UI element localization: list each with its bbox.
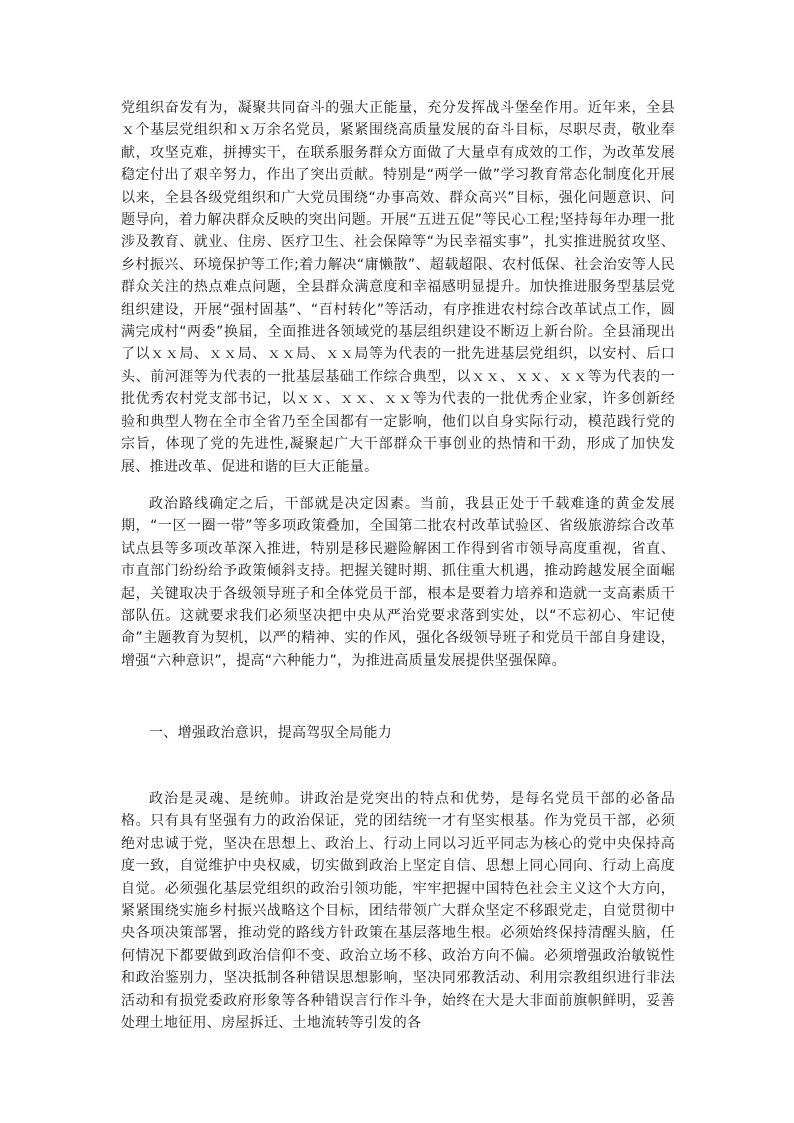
body-paragraph: 政治是灵魂、是统帅。讲政治是党突出的特点和优势，是每名党员干部的必备品格。只有具有坚强有力的政治保证，党的团结统一才有坚实根基。作为党员干部，必须绝对忠诚于党，坚决在思想上、政治上、行动上同以习近平同志为核心的党中央保持高度一致，自觉维护中央权威，切实做到政治上坚定自信、思想上同心同向、行动上高度自觉。必须强化基层党组织的政治引领功能，牢牢把握中国特色社会主义这个大方向，紧紧围绕实施乡村振兴战略这个目标，团结带领广大群众坚定不移跟党走，自觉贯彻中央各项决策部署，推动党的路线方针政策在基层落地生根。必须始终保持清醒头脑，任何情况下都要做到政治信仰不变、政治立场不移、政治方向不偏。必须增强政治敏锐性和政治鉴别力，坚决抵制各种错误思想影响，坚决同邪教活动、利用宗教组织进行非法活动和有损党委政府形象等各种错误言行作斗争，始终在大是大非面前旗帜鲜明，妥善处理土地征用、房屋拆迁、土地流转等引发的各 [121, 791, 675, 1032]
body-paragraph: 政治路线确定之后，干部就是决定因素。当前，我县正处于千载难逢的黄金发展期，“一区一圈一带”等多项政策叠加，全国第二批农村改革试验区、省级旅游综合改革试点县等多项改革深入推进，特别是移民避险解困工作得到省市领导高度重视，省直、市直部门纷纷给予政策倾斜支持。把握关键时期、抓住重大机遇，推动跨越发展全面崛起，关键取决于各级领导班子和全体党员干部，根本是要着力培养和造就一支高素质干部队伍。这就要求我们必须坚决把中央从严治党要求落到实处，以“不忘初心、牢记使命”主题教育为契机，以严的精神、实的作风，强化各级领导班子和党员干部自身建设，增强“六种意识”，提高“六种能力”，为推进高质量发展提供坚强保障。 [121, 496, 675, 669]
section-heading: 一、增强政治意识，提高驾驭全局能力 [149, 725, 393, 741]
body-paragraph: 党组织奋发有为，凝聚共同奋斗的强大正能量，充分发挥战斗堡垒作用。近年来，全县ｘ个基层党组织和ｘ万余名党员，紧紧围绕高质量发展的奋斗目标，尽职尽责，敬业奉献，攻坚克难，拼搏实干，在联系服务群众方面做了大量卓有成效的工作，为改革发展稳定付出了艰辛努力，作出了突出贡献。特别是“两学一做”学习教育常态化制度化开展以来，全县各级党组织和广大党员围绕“办事高效、群众高兴”目标，强化问题意识、问题导向，着力解决群众反映的突出问题。开展“五进五促”等民心工程;坚持每年办理一批涉及教育、就业、住房、医疗卫生、社会保障等“为民幸福实事”，扎实推进脱贫攻坚、乡村振兴、环境保护等工作;着力解决“庸懒散”、超载超限、农村低保、社会治安等人民群众关注的热点难点问题，全县群众满意度和幸福感明显提升。加快推进服务型基层党组织建设，开展“强村固基”、“百村转化”等活动，有序推进农村综合改革试点工作，圆满完成村“两委”换届，全面推进各领域党的基层组织建设不断迈上新台阶。全县涌现出了以ｘｘ局、ｘｘ局、ｘｘ局、ｘｘ局等为代表的一批先进基层党组织，以安村、后口头、前河涯等为代表的一批基层基础工作综合典型，以ｘｘ、ｘｘ、ｘｘ等为代表的一批优秀农村党支部书记，以ｘｘ、ｘｘ、ｘｘ等为代表的一批优秀企业家，许多创新经验和典型人物在全市全省乃至全国都有一定影响，他们以自身实际行动，模范践行党的宗旨，体现了党的先进性,凝聚起广大干部群众干事创业的热情和干劲，形成了加快发展、推进改革、促进和谐的巨大正能量。 [121, 100, 675, 475]
